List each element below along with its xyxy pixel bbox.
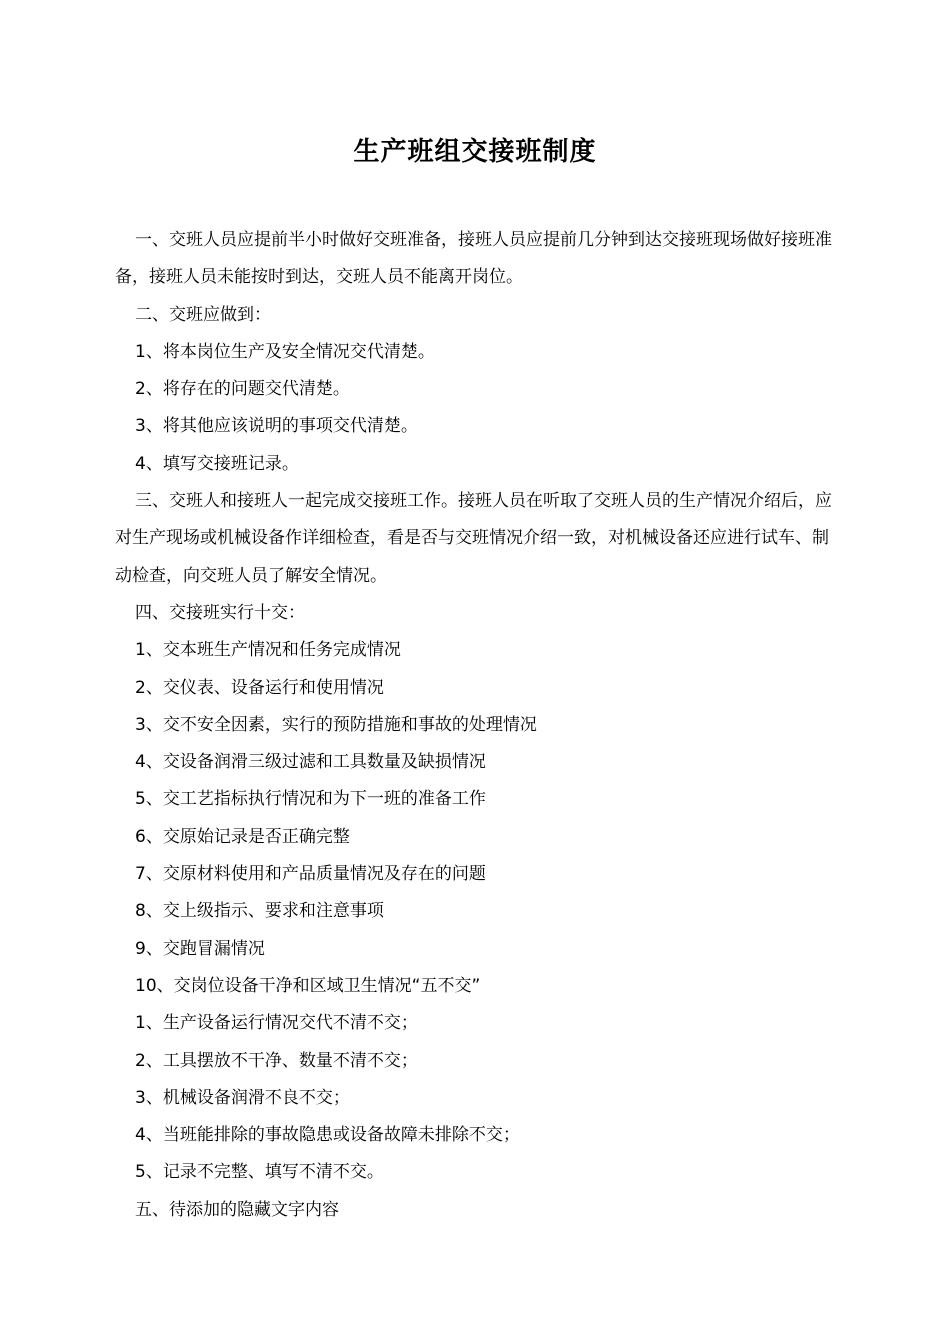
list-item: 1、交本班生产情况和任务完成情况 [135, 640, 401, 661]
list-item: 3、交不安全因素，实行的预防措施和事故的处理情况 [135, 714, 537, 735]
list-item: 3、机械设备润滑不良不交； [135, 1087, 350, 1108]
list-item: 2、工具摆放不干净、数量不清不交； [135, 1050, 418, 1071]
list-item: 1、将本岗位生产及安全情况交代清楚。 [135, 341, 435, 362]
list-item: 6、交原始记录是否正确完整 [135, 826, 350, 847]
list-item: 5、交工艺指标执行情况和为下一班的准备工作 [135, 789, 486, 810]
paragraph-2: 二、交班应做到： [135, 304, 271, 325]
list-item: 2、将存在的问题交代清楚。 [135, 379, 350, 400]
page-title: 生产班组交接班制度 [353, 137, 597, 167]
list-item: 4、交设备润滑三级过滤和工具数量及缺损情况 [135, 752, 486, 773]
list-item: 3、将其他应该说明的事项交代清楚。 [135, 416, 418, 437]
list-item: 10、交岗位设备干净和区域卫生情况“五不交” [135, 975, 481, 996]
list-item: 8、交上级指示、要求和注意事项 [135, 901, 384, 922]
list-item: 1、生产设备运行情况交代不清不交； [135, 1013, 418, 1034]
paragraph-3: 三、交班人和接班人一起完成交接班工作。接班人员在听取了交班人员的生产情况介绍后，应对生产现场或机械设备作详细检查，看是否与交班情况介绍一致，对机械设备还应进行试车、制动检查，向交班人员了解安全情况。 [115, 491, 832, 586]
paragraph-5: 五、待添加的隐藏文字内容 [135, 1199, 339, 1220]
list-item: 9、交跑冒漏情况 [135, 938, 265, 959]
list-item: 4、填写交接班记录。 [135, 453, 299, 474]
list-item: 2、交仪表、设备运行和使用情况 [135, 677, 384, 698]
document-body [115, 222, 840, 1229]
list-item: 7、交原材料使用和产品质量情况及存在的问题 [135, 864, 486, 885]
list-item: 4、当班能排除的事故隐患或设备故障未排除不交； [135, 1125, 520, 1146]
paragraph-1: 一、交班人员应提前半小时做好交班准备，接班人员应提前几分钟到达交接班现场做好接班准备，接班人员未能按时到达，交班人员不能离开岗位。 [115, 230, 832, 288]
list-item: 5、记录不完整、填写不清不交。 [135, 1162, 384, 1183]
paragraph-4: 四、交接班实行十交： [135, 602, 305, 623]
